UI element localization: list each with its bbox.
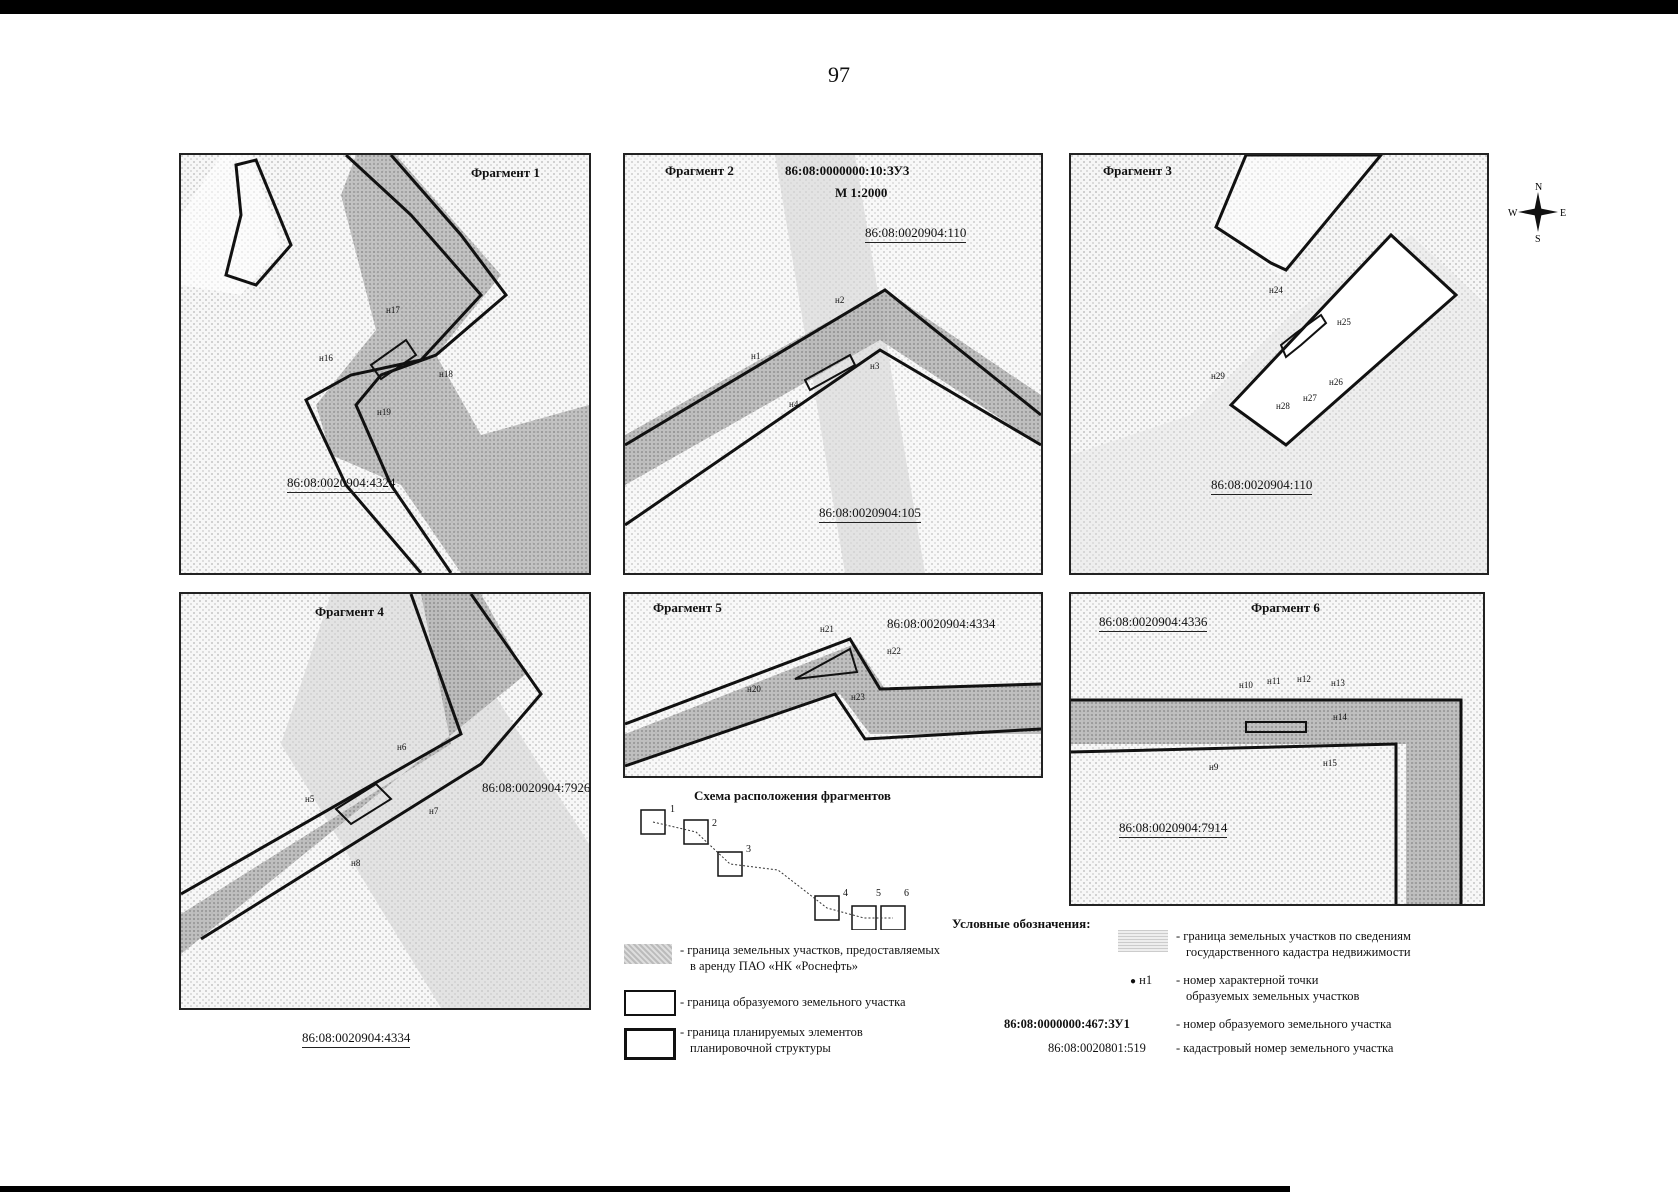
point-label: н3	[870, 361, 880, 371]
legend-title: Условные обозначения:	[952, 916, 1091, 931]
bottom-rule	[0, 1186, 1290, 1192]
point-label: н12	[1297, 674, 1311, 684]
map-scale: М 1:2000	[835, 185, 888, 200]
fragment-4-title: Фрагмент 4	[315, 604, 384, 619]
legend-swatch-lease	[624, 944, 672, 964]
legend-sample: н1	[1139, 973, 1153, 987]
point-label: н2	[835, 295, 845, 305]
legend-item-formed-number	[1176, 1016, 1391, 1032]
scheme-number: 2	[712, 818, 717, 829]
legend-item-cadastre	[1176, 928, 1411, 960]
cadastral-number-label: 86:08:0020904:4334	[302, 1030, 410, 1048]
point-label: н18	[439, 369, 453, 379]
fragment-1-title: Фрагмент 1	[471, 165, 540, 180]
cadastral-number-label: 86:08:0020904:7914	[1119, 820, 1227, 838]
legend-text: в аренду ПАО «НК «Роснефть»	[690, 959, 859, 973]
legend-item-lease	[680, 942, 940, 974]
point-label: н8	[351, 858, 361, 868]
cadastral-number-label: 86:08:0020904:7926	[482, 780, 591, 795]
fragment-5-title: Фрагмент 5	[653, 600, 722, 615]
point-label: н28	[1276, 401, 1290, 411]
point-label: н21	[820, 624, 834, 634]
legend-sample-formed-number: 86:08:0000000:467:ЗУ1	[1004, 1017, 1130, 1031]
point-label: н16	[319, 353, 333, 363]
fragment-5-map	[623, 592, 1043, 778]
compass-n: N	[1535, 182, 1543, 193]
point-dot-icon: ●	[1130, 976, 1137, 987]
point-label: н27	[1303, 393, 1317, 403]
page-number: 97	[828, 62, 850, 87]
point-label: н23	[851, 692, 865, 702]
point-label: н20	[747, 684, 761, 694]
cadastral-number-label: 86:08:0020904:4334	[887, 616, 996, 631]
legend-swatch-cadastre	[1118, 930, 1168, 952]
legend-item-planned	[680, 1024, 863, 1056]
legend-text: - кадастровый номер земельного участка	[1176, 1041, 1394, 1055]
point-label: н17	[386, 305, 400, 315]
point-label: н14	[1333, 712, 1347, 722]
point-label: н19	[377, 407, 391, 417]
compass-icon	[1508, 180, 1568, 244]
legend-text: образуемых земельных участков	[1186, 989, 1360, 1003]
point-label: н10	[1239, 680, 1253, 690]
point-label: н1	[751, 351, 761, 361]
compass-e: E	[1560, 208, 1567, 219]
fragment-3-title: Фрагмент 3	[1103, 163, 1172, 178]
scheme-number: 1	[670, 804, 675, 815]
cadastral-number-label: 86:08:0020904:105	[819, 505, 921, 523]
legend-text: - граница земельных участков, предоставляемых	[680, 943, 941, 957]
legend-sample-cadastral-number: 86:08:0020801:519	[1048, 1041, 1146, 1055]
legend-text: - граница земельных участков по сведениям	[1176, 929, 1411, 943]
cadastral-number-label: 86:08:0020904:4324	[287, 475, 395, 493]
legend-text: - граница образуемого земельного участка	[680, 995, 906, 1009]
fragment-2-title: Фрагмент 2	[665, 163, 734, 178]
point-label: н15	[1323, 758, 1337, 768]
legend-item-cadastral-number	[1176, 1040, 1393, 1056]
point-label: н22	[887, 646, 901, 656]
point-label: н5	[305, 794, 315, 804]
legend-text: государственного кадастра недвижимости	[1186, 945, 1411, 959]
compass-w: W	[1508, 208, 1518, 219]
scheme-number: 3	[746, 844, 751, 855]
cadastral-number-label: 86:08:0020904:110	[1211, 477, 1312, 495]
scheme-number: 5	[876, 888, 881, 899]
legend-text: - номер характерной точки	[1176, 973, 1319, 987]
point-label: н9	[1209, 762, 1219, 772]
legend-swatch-planned	[624, 1028, 676, 1060]
point-label: н4	[789, 399, 799, 409]
scheme-number: 6	[904, 888, 909, 899]
point-label: н24	[1269, 285, 1283, 295]
point-label: н7	[429, 806, 439, 816]
legend-text: планировочной структуры	[690, 1041, 831, 1055]
fragment-6-map	[1069, 592, 1485, 906]
legend-text: - граница планируемых элементов	[680, 1025, 863, 1039]
scheme-title: Схема расположения фрагментов	[694, 788, 891, 803]
point-label: н11	[1267, 676, 1281, 686]
scheme-diagram	[638, 800, 938, 930]
fragment-3-map	[1069, 153, 1489, 575]
point-label: н26	[1329, 377, 1343, 387]
legend-sample-point	[1130, 972, 1152, 990]
legend-text: - номер образуемого земельного участка	[1176, 1017, 1392, 1031]
cadastral-number-label: 86:08:0020904:4336	[1099, 614, 1207, 632]
formed-plot-number: 86:08:0000000:10:ЗУ3	[785, 163, 910, 178]
fragment-4-map	[179, 592, 591, 1010]
scheme-number: 4	[843, 888, 848, 899]
point-label: н25	[1337, 317, 1351, 327]
point-label: н6	[397, 742, 407, 752]
cadastral-number-label: 86:08:0020904:110	[865, 225, 966, 243]
legend-item-formed	[680, 994, 906, 1010]
top-rule	[0, 0, 1678, 14]
legend-item-point	[1176, 972, 1359, 1004]
compass-s: S	[1535, 234, 1541, 244]
fragment-6-title: Фрагмент 6	[1251, 600, 1320, 615]
point-label: н13	[1331, 678, 1345, 688]
fragment-2-map	[623, 153, 1043, 575]
point-label: н29	[1211, 371, 1225, 381]
legend-swatch-formed	[624, 990, 676, 1016]
fragment-1-map	[179, 153, 591, 575]
